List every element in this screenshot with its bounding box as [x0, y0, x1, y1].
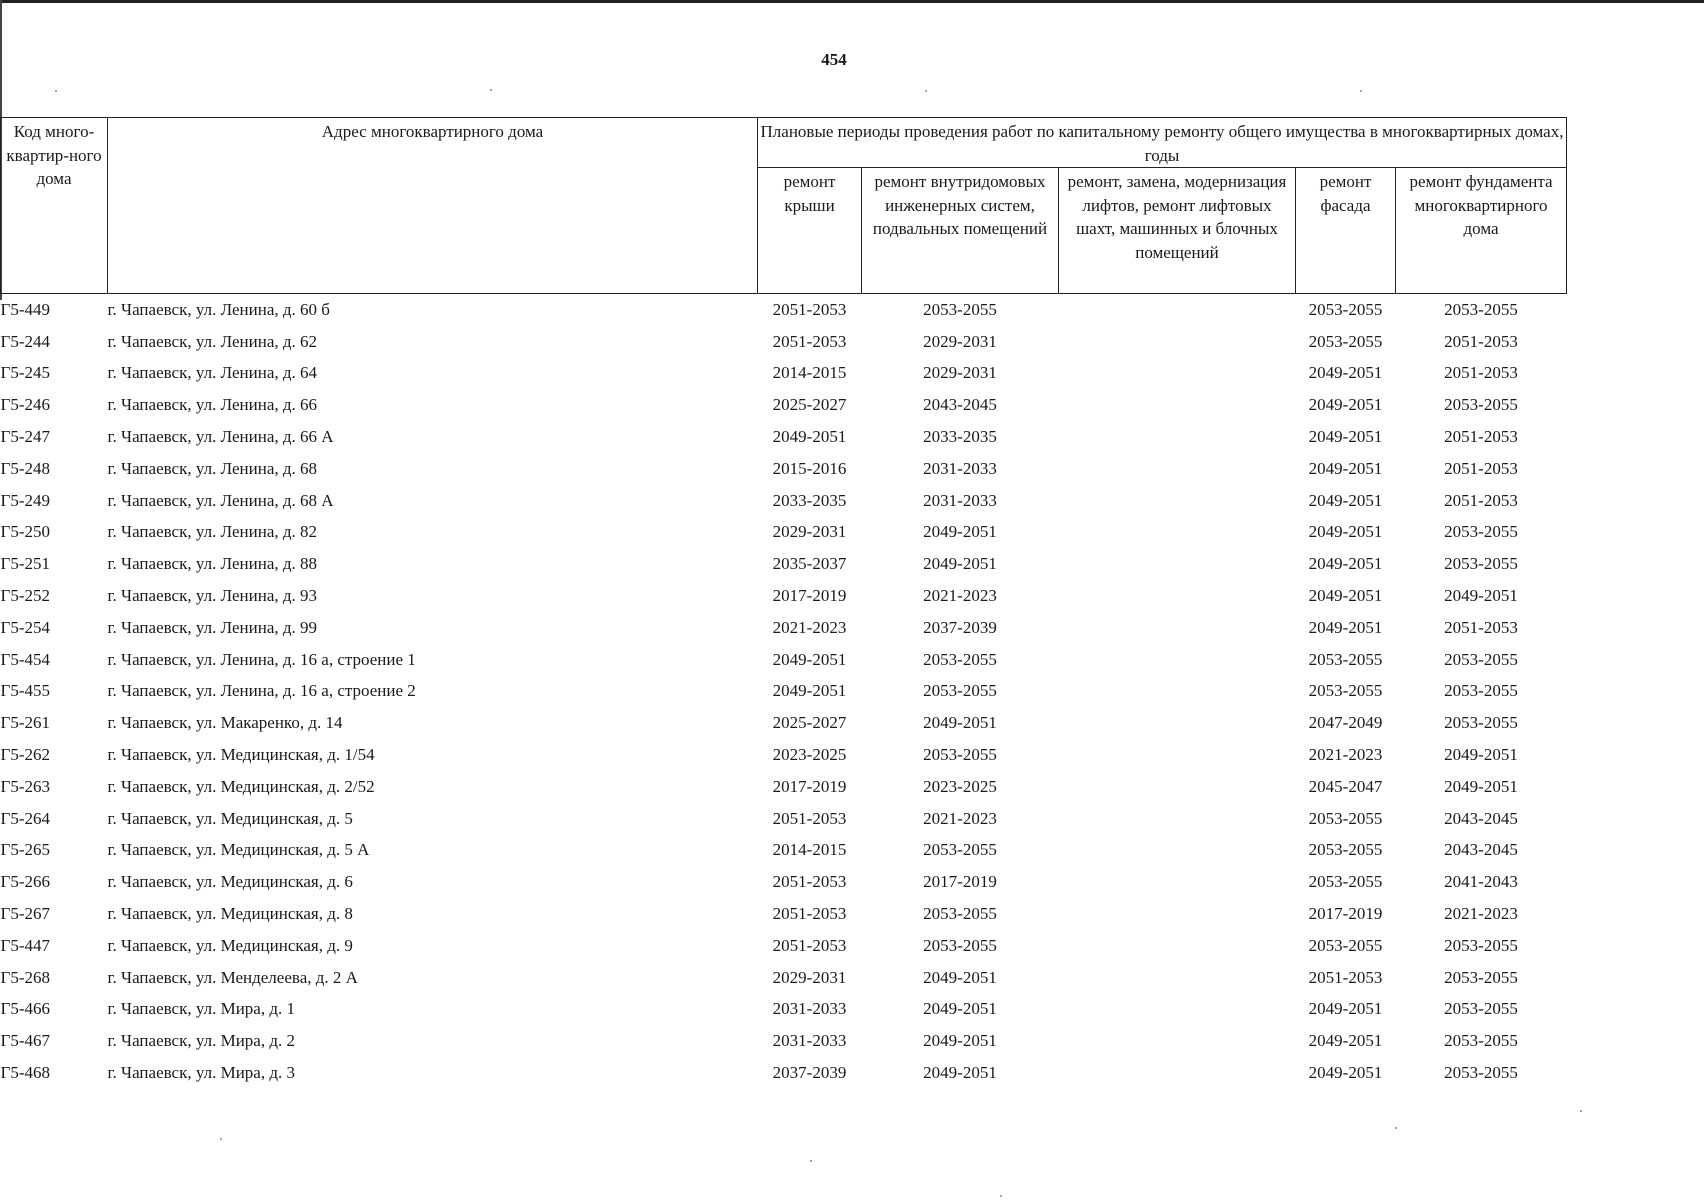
- cell-facade-period: 2053-2055: [1308, 331, 1383, 351]
- cell-address: г. Чапаевск, ул. Ленина, д. 88: [107, 554, 318, 574]
- cell-building-code: Г5-261: [0, 713, 50, 733]
- cell-systems-period: 2023-2025: [923, 776, 997, 796]
- cell-elevator-period: [1059, 898, 1296, 930]
- cell-address: г. Чапаевск, ул. Медицинская, д. 6: [107, 872, 353, 892]
- cell-systems-period: 2049-2051: [923, 967, 997, 987]
- cell-address: г. Чапаевск, ул. Ленина, д. 62: [107, 331, 318, 351]
- cell-roof-period: 2049-2051: [772, 681, 847, 701]
- cell-roof-period: 2049-2051: [772, 427, 847, 447]
- cell-facade-period: 2049-2051: [1308, 617, 1383, 637]
- scan-speck: [220, 1138, 222, 1140]
- cell-elevator-period: [1059, 612, 1296, 644]
- cell-roof-period: 2017-2019: [772, 776, 847, 796]
- table-row: [1, 803, 1567, 835]
- cell-roof-period: 2031-2033: [772, 1031, 847, 1051]
- cell-roof-period: 2035-2037: [772, 554, 847, 574]
- cell-building-code: Г5-467: [0, 1031, 50, 1051]
- table-row: [1, 866, 1567, 898]
- cell-roof-period: 2037-2039: [772, 1063, 847, 1083]
- cell-building-code: Г5-254: [0, 617, 50, 637]
- cell-foundation-period: 2051-2053: [1444, 617, 1518, 637]
- top-border-line: [0, 0, 1704, 3]
- scan-speck: [55, 90, 57, 92]
- cell-systems-period: 2029-2031: [923, 363, 997, 383]
- cell-roof-period: 2014-2015: [772, 363, 847, 383]
- cell-building-code: Г5-251: [0, 554, 50, 574]
- cell-facade-period: 2047-2049: [1308, 713, 1383, 733]
- cell-roof-period: 2021-2023: [772, 617, 847, 637]
- cell-foundation-period: 2053-2055: [1444, 967, 1518, 987]
- cell-facade-period: 2049-2051: [1308, 1031, 1383, 1051]
- cell-building-code: Г5-246: [0, 395, 50, 415]
- cell-foundation-period: 2051-2053: [1444, 331, 1518, 351]
- header-facade-repair: ремонт фасада: [1296, 168, 1396, 294]
- cell-foundation-period: 2041-2043: [1444, 872, 1518, 892]
- cell-systems-period: 2021-2023: [923, 586, 997, 606]
- cell-foundation-period: 2043-2045: [1444, 808, 1518, 828]
- cell-elevator-period: [1059, 580, 1296, 612]
- cell-roof-period: 2025-2027: [772, 395, 847, 415]
- scan-speck: [810, 1160, 812, 1162]
- cell-address: г. Чапаевск, ул. Медицинская, д. 5: [107, 808, 353, 828]
- cell-address: г. Чапаевск, ул. Мира, д. 2: [107, 1031, 295, 1051]
- cell-roof-period: 2031-2033: [772, 999, 847, 1019]
- cell-elevator-period: [1059, 644, 1296, 676]
- cell-systems-period: 2049-2051: [923, 522, 997, 542]
- cell-foundation-period: 2053-2055: [1444, 522, 1518, 542]
- cell-roof-period: 2051-2053: [772, 808, 847, 828]
- cell-facade-period: 2021-2023: [1308, 745, 1383, 765]
- cell-foundation-period: 2053-2055: [1444, 649, 1518, 669]
- cell-roof-period: 2051-2053: [772, 872, 847, 892]
- table-row: [1, 358, 1567, 390]
- cell-foundation-period: 2053-2055: [1444, 999, 1518, 1019]
- cell-systems-period: 2033-2035: [923, 427, 997, 447]
- cell-systems-period: 2017-2019: [923, 872, 997, 892]
- cell-foundation-period: 2053-2055: [1444, 299, 1518, 319]
- cell-address: г. Чапаевск, ул. Макаренко, д. 14: [107, 713, 343, 733]
- cell-address: г. Чапаевск, ул. Ленина, д. 68 А: [107, 490, 334, 510]
- cell-facade-period: 2049-2051: [1308, 522, 1383, 542]
- table-row: [1, 389, 1567, 421]
- cell-elevator-period: [1059, 294, 1296, 326]
- cell-building-code: Г5-249: [0, 490, 50, 510]
- table-row: [1, 421, 1567, 453]
- table-row: [1, 835, 1567, 867]
- cell-roof-period: 2014-2015: [772, 840, 847, 860]
- cell-elevator-period: [1059, 994, 1296, 1026]
- cell-systems-period: 2049-2051: [923, 999, 997, 1019]
- cell-elevator-period: [1059, 866, 1296, 898]
- cell-address: г. Чапаевск, ул. Ленина, д. 64: [107, 363, 318, 383]
- cell-elevator-period: [1059, 548, 1296, 580]
- cell-foundation-period: 2049-2051: [1444, 745, 1518, 765]
- cell-facade-period: 2051-2053: [1308, 967, 1383, 987]
- cell-roof-period: 2029-2031: [772, 967, 847, 987]
- cell-facade-period: 2049-2051: [1308, 363, 1383, 383]
- cell-elevator-period: [1059, 707, 1296, 739]
- cell-address: г. Чапаевск, ул. Ленина, д. 82: [107, 522, 318, 542]
- cell-foundation-period: 2051-2053: [1444, 427, 1518, 447]
- table-row: [1, 548, 1567, 580]
- header-systems-repair: ремонт внутридомовых инженерных систем, подвальных помещений: [862, 168, 1059, 294]
- cell-building-code: Г5-454: [0, 649, 50, 669]
- cell-foundation-period: 2053-2055: [1444, 395, 1518, 415]
- cell-elevator-period: [1059, 389, 1296, 421]
- cell-elevator-period: [1059, 453, 1296, 485]
- table-row: [1, 771, 1567, 803]
- cell-systems-period: 2053-2055: [923, 840, 997, 860]
- scan-speck: [1580, 1110, 1582, 1112]
- header-elevator-repair: ремонт, замена, модернизация лифтов, ремонт лифтовых шахт, машинных и блочных помещений: [1059, 168, 1296, 294]
- cell-facade-period: 2049-2051: [1308, 427, 1383, 447]
- cell-building-code: Г5-252: [0, 586, 50, 606]
- table-row: [1, 580, 1567, 612]
- table-row: [1, 962, 1567, 994]
- cell-building-code: Г5-264: [0, 808, 50, 828]
- cell-systems-period: 2053-2055: [923, 299, 997, 319]
- page-number: 454: [821, 50, 847, 69]
- cell-facade-period: 2053-2055: [1308, 872, 1383, 892]
- table-row: [1, 326, 1567, 358]
- cell-building-code: Г5-466: [0, 999, 50, 1019]
- cell-foundation-period: 2053-2055: [1444, 1031, 1518, 1051]
- cell-building-code: Г5-250: [0, 522, 50, 542]
- cell-systems-period: 2049-2051: [923, 713, 997, 733]
- cell-elevator-period: [1059, 517, 1296, 549]
- cell-elevator-period: [1059, 421, 1296, 453]
- table-row: [1, 994, 1567, 1026]
- cell-facade-period: 2053-2055: [1308, 681, 1383, 701]
- cell-facade-period: 2045-2047: [1308, 776, 1383, 796]
- scan-speck: [490, 89, 492, 91]
- cell-address: г. Чапаевск, ул. Медицинская, д. 2/52: [107, 776, 375, 796]
- cell-foundation-period: 2051-2053: [1444, 490, 1518, 510]
- scan-speck: [1360, 90, 1362, 92]
- table-row: [1, 612, 1567, 644]
- cell-roof-period: 2015-2016: [772, 458, 847, 478]
- cell-elevator-period: [1059, 485, 1296, 517]
- table-row: [1, 739, 1567, 771]
- cell-foundation-period: 2049-2051: [1444, 586, 1518, 606]
- cell-facade-period: 2049-2051: [1308, 458, 1383, 478]
- cell-systems-period: 2031-2033: [923, 458, 997, 478]
- cell-address: г. Чапаевск, ул. Медицинская, д. 9: [107, 935, 353, 955]
- cell-elevator-period: [1059, 803, 1296, 835]
- cell-facade-period: 2049-2051: [1308, 395, 1383, 415]
- cell-systems-period: 2053-2055: [923, 649, 997, 669]
- cell-foundation-period: 2049-2051: [1444, 776, 1518, 796]
- cell-facade-period: 2017-2019: [1308, 904, 1383, 924]
- cell-systems-period: 2049-2051: [923, 1031, 997, 1051]
- cell-elevator-period: [1059, 1025, 1296, 1057]
- cell-facade-period: 2053-2055: [1308, 840, 1383, 860]
- cell-address: г. Чапаевск, ул. Ленина, д. 66 А: [107, 427, 334, 447]
- cell-facade-period: 2053-2055: [1308, 808, 1383, 828]
- cell-building-code: Г5-455: [0, 681, 50, 701]
- cell-foundation-period: 2051-2053: [1444, 458, 1518, 478]
- cell-facade-period: 2053-2055: [1308, 299, 1383, 319]
- table-row: [1, 1025, 1567, 1057]
- cell-roof-period: 2049-2051: [772, 649, 847, 669]
- cell-foundation-period: 2053-2055: [1444, 713, 1518, 733]
- cell-building-code: Г5-468: [0, 1063, 50, 1083]
- cell-facade-period: 2049-2051: [1308, 554, 1383, 574]
- header-address: Адрес многоквартирного дома: [108, 118, 758, 294]
- cell-address: г. Чапаевск, ул. Медицинская, д. 1/54: [107, 745, 375, 765]
- cell-building-code: Г5-248: [0, 458, 50, 478]
- cell-roof-period: 2051-2053: [772, 299, 847, 319]
- cell-address: г. Чапаевск, ул. Ленина, д. 60 б: [107, 299, 330, 319]
- cell-foundation-period: 2021-2023: [1444, 904, 1518, 924]
- cell-building-code: Г5-247: [0, 427, 50, 447]
- cell-systems-period: 2049-2051: [923, 1063, 997, 1083]
- cell-elevator-period: [1059, 358, 1296, 390]
- table-row: [1, 898, 1567, 930]
- cell-elevator-period: [1059, 771, 1296, 803]
- cell-foundation-period: 2053-2055: [1444, 681, 1518, 701]
- cell-facade-period: 2049-2051: [1308, 586, 1383, 606]
- scan-speck: [1000, 1195, 1002, 1197]
- cell-roof-period: 2023-2025: [772, 745, 847, 765]
- table-row: [1, 1057, 1567, 1089]
- cell-building-code: Г5-263: [0, 776, 50, 796]
- cell-address: г. Чапаевск, ул. Медицинская, д. 5 А: [107, 840, 370, 860]
- cell-systems-period: 2021-2023: [923, 808, 997, 828]
- cell-building-code: Г5-266: [0, 872, 50, 892]
- cell-building-code: Г5-245: [0, 363, 50, 383]
- cell-elevator-period: [1059, 1057, 1296, 1089]
- cell-facade-period: 2049-2051: [1308, 1063, 1383, 1083]
- cell-systems-period: 2037-2039: [923, 617, 997, 637]
- cell-address: г. Чапаевск, ул. Менделеева, д. 2 А: [107, 967, 358, 987]
- table-body: [1, 294, 1567, 1089]
- cell-systems-period: 2043-2045: [923, 395, 997, 415]
- header-roof-repair: ремонт крыши: [758, 168, 862, 294]
- cell-facade-period: 2053-2055: [1308, 935, 1383, 955]
- cell-elevator-period: [1059, 676, 1296, 708]
- repair-schedule-table: [0, 117, 1567, 1089]
- cell-roof-period: 2051-2053: [772, 331, 847, 351]
- cell-systems-period: 2053-2055: [923, 935, 997, 955]
- table-row: [1, 485, 1567, 517]
- cell-roof-period: 2017-2019: [772, 586, 847, 606]
- table-row: [1, 930, 1567, 962]
- table-row: [1, 644, 1567, 676]
- cell-address: г. Чапаевск, ул. Мира, д. 3: [107, 1063, 295, 1083]
- cell-building-code: Г5-268: [0, 967, 50, 987]
- cell-building-code: Г5-447: [0, 935, 50, 955]
- cell-systems-period: 2053-2055: [923, 681, 997, 701]
- scan-speck: [1395, 1127, 1397, 1129]
- header-building-code: Код много-квартир-ного дома: [1, 118, 108, 294]
- cell-address: г. Чапаевск, ул. Ленина, д. 16 а, строение 1: [107, 649, 416, 669]
- cell-elevator-period: [1059, 739, 1296, 771]
- cell-roof-period: 2051-2053: [772, 904, 847, 924]
- cell-elevator-period: [1059, 835, 1296, 867]
- cell-building-code: Г5-267: [0, 904, 50, 924]
- cell-building-code: Г5-244: [0, 331, 50, 351]
- cell-address: г. Чапаевск, ул. Медицинская, д. 8: [107, 904, 353, 924]
- cell-address: г. Чапаевск, ул. Ленина, д. 93: [107, 586, 318, 606]
- header-foundation-repair: ремонт фундамента многоквартирного дома: [1396, 168, 1567, 294]
- cell-roof-period: 2033-2035: [772, 490, 847, 510]
- cell-elevator-period: [1059, 962, 1296, 994]
- cell-foundation-period: 2053-2055: [1444, 935, 1518, 955]
- cell-building-code: Г5-262: [0, 745, 50, 765]
- cell-foundation-period: 2053-2055: [1444, 1063, 1518, 1083]
- table-row: [1, 517, 1567, 549]
- cell-elevator-period: [1059, 930, 1296, 962]
- cell-systems-period: 2053-2055: [923, 904, 997, 924]
- cell-address: г. Чапаевск, ул. Мира, д. 1: [107, 999, 295, 1019]
- cell-elevator-period: [1059, 326, 1296, 358]
- table-row: [1, 707, 1567, 739]
- cell-foundation-period: 2043-2045: [1444, 840, 1518, 860]
- cell-roof-period: 2029-2031: [772, 522, 847, 542]
- header-planned-periods: Плановые периоды проведения работ по капитальному ремонту общего имущества в многоквартирных домах, годы: [758, 118, 1567, 168]
- cell-address: г. Чапаевск, ул. Ленина, д. 16 а, строение 2: [107, 681, 416, 701]
- table-row: [1, 453, 1567, 485]
- cell-systems-period: 2053-2055: [923, 745, 997, 765]
- cell-building-code: Г5-265: [0, 840, 50, 860]
- cell-facade-period: 2053-2055: [1308, 649, 1383, 669]
- table-row: [1, 676, 1567, 708]
- cell-roof-period: 2025-2027: [772, 713, 847, 733]
- scan-speck: [925, 90, 927, 92]
- cell-roof-period: 2051-2053: [772, 935, 847, 955]
- cell-systems-period: 2031-2033: [923, 490, 997, 510]
- cell-systems-period: 2049-2051: [923, 554, 997, 574]
- cell-facade-period: 2049-2051: [1308, 490, 1383, 510]
- cell-building-code: Г5-449: [0, 299, 50, 319]
- cell-address: г. Чапаевск, ул. Ленина, д. 66: [107, 395, 318, 415]
- cell-systems-period: 2029-2031: [923, 331, 997, 351]
- cell-facade-period: 2049-2051: [1308, 999, 1383, 1019]
- cell-foundation-period: 2053-2055: [1444, 554, 1518, 574]
- cell-address: г. Чапаевск, ул. Ленина, д. 99: [107, 617, 318, 637]
- table-row: [1, 294, 1567, 326]
- cell-foundation-period: 2051-2053: [1444, 363, 1518, 383]
- cell-address: г. Чапаевск, ул. Ленина, д. 68: [107, 458, 318, 478]
